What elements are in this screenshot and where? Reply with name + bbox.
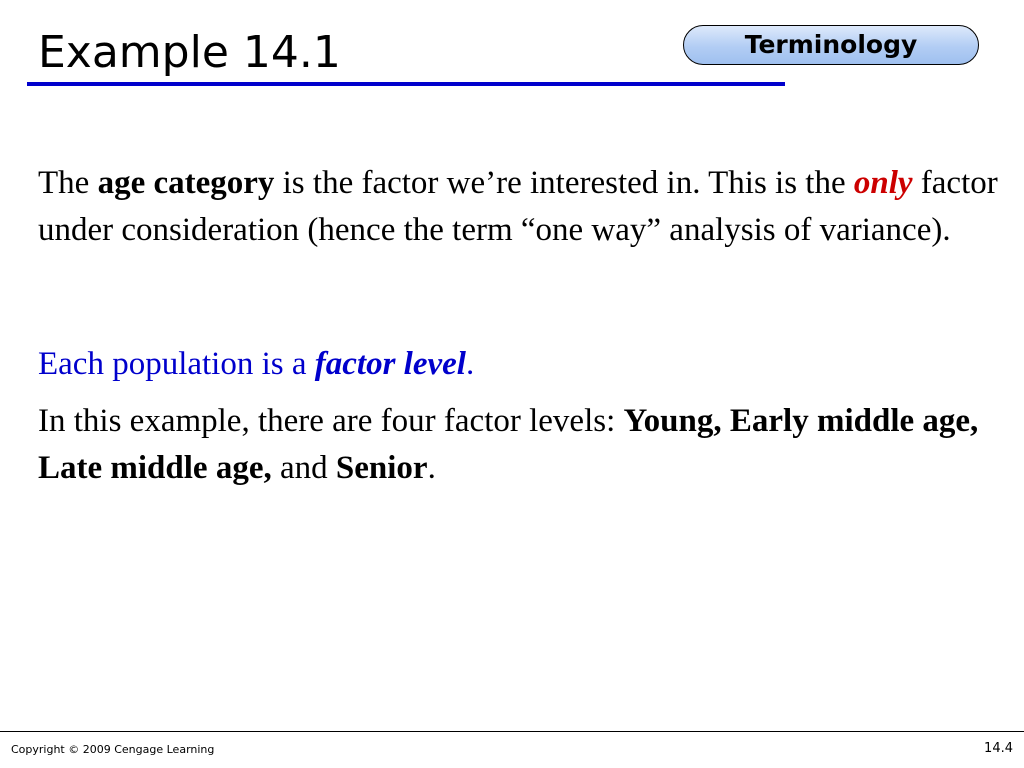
factor-levels-names: Young, Early middle age, Late middle age,: [38, 403, 979, 486]
page-number: 14.4: [984, 741, 1013, 756]
p3-text-1: In this example, there are four factor levels:: [38, 403, 624, 439]
slide-title: Example 14.1: [38, 27, 341, 78]
factor-level-term: factor level: [314, 346, 466, 382]
p1-text-3: factor under consideration (hence the term “one way” analysis of variance).: [38, 165, 998, 248]
p1-text-1: The: [38, 165, 98, 201]
paragraph-age-category: [38, 160, 1018, 254]
title-underline: [27, 82, 785, 86]
age-category-term: age category: [97, 165, 275, 201]
paragraph-factor-level: [38, 341, 1018, 388]
p2-text-2: .: [465, 346, 475, 382]
terminology-tag: Terminology: [683, 25, 979, 65]
senior-level: Senior: [335, 450, 428, 486]
p1-text-2: is the factor we’re interested in. This is the: [274, 165, 854, 201]
footer-divider: [0, 731, 1024, 732]
paragraph-factor-levels-list: [38, 398, 1018, 492]
p3-text-2: and: [271, 450, 336, 486]
p3-text-3: .: [427, 450, 436, 486]
copyright-notice: Copyright © 2009 Cengage Learning: [11, 743, 215, 756]
only-emphasis: only: [853, 165, 913, 201]
p2-text-1: Each population is a: [38, 346, 315, 382]
